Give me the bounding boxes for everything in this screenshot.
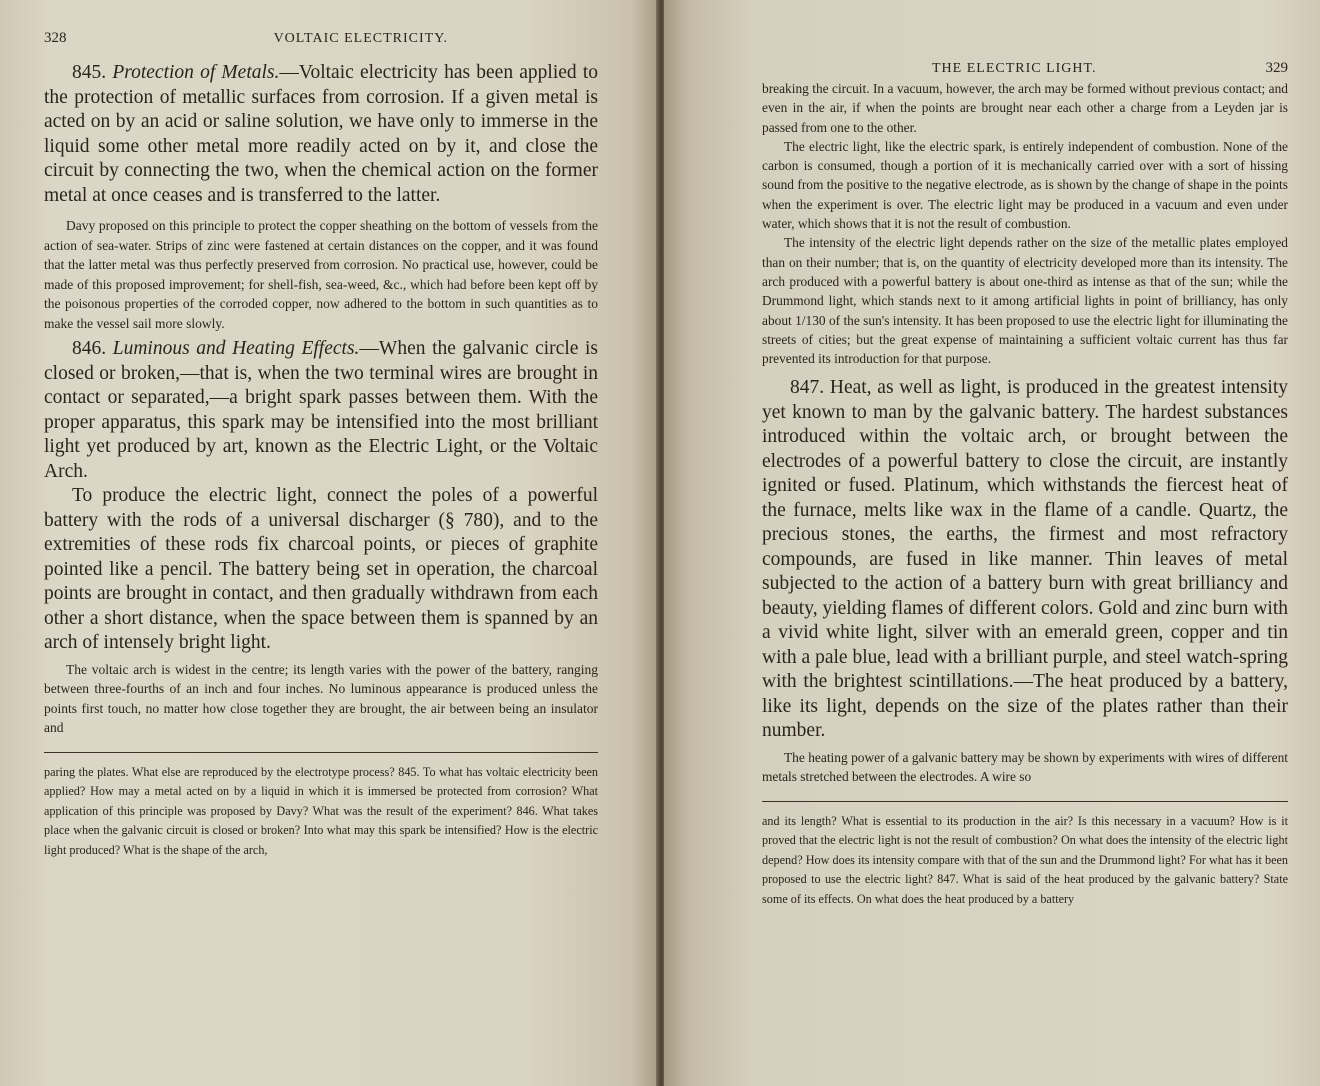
note-voltaic-arch: The voltaic arch is widest in the centre; its length varies with the power of the battery, ranging between three-fourths of an inch and four inches. No luminous appearance is produced unless the points first touch, no matter how close together they are brought, the air between being an insulator and	[44, 661, 598, 735]
right-review-questions: and its length? What is essential to its production in the air? Is this necessary in a vacuum? How is it proved that the electric light is not the result of combustion? On what does the intensity of the electric light depend? How does its intensity compare with that of the sun and the Drummond light? For what has it been proposed to use the electric light? 847. What is said of the heat produced by the galvanic battery? State some of its effects. On what does the heat produced by a battery	[762, 813, 1288, 906]
paragraph-847	[762, 376, 1288, 744]
left-review-questions: paring the plates. What else are reproduced by the electrotype process? 845. To what has voltaic electricity been applied? How may a metal acted on by a liquid in which it is immersed be protected from corrosion? What application of this principle was proposed by Davy? What was the result of the experiment? 846. What takes place when the galvanic circuit is closed or broken? Into what may this spark be intensified? How is the electric light produced? What is the shape of the arch,	[44, 764, 598, 857]
paragraph-845	[44, 61, 598, 208]
left-running-head	[44, 30, 598, 47]
note-breaking-circuit: breaking the circuit. In a vacuum, however, the arch may be formed without previous contact; and even in the air, if when the points are brought near each other a charge from a Leyden jar is passed from one to the other.	[762, 81, 1288, 135]
section-heading-845: Protection of Metals.	[112, 62, 280, 83]
section-heading-846: Luminous and Heating Effects.	[112, 338, 360, 359]
paragraph-846-text: —When the galvanic circle is closed or broken,—that is, when the two terminal wires are brought in contact or separated,—a bright spark passes between them. With the proper apparatus, this spark may be intensified into the most brilliant light yet produced by art, known as the Electric Light, or the Voltaic Arch.	[44, 338, 598, 482]
left-page	[0, 0, 658, 1086]
right-running-title: THE ELECTRIC LIGHT.	[932, 61, 1097, 76]
left-page-number: 328	[44, 30, 67, 46]
right-page	[664, 0, 1320, 1086]
right-footnote-rule	[762, 801, 1288, 802]
note-intensity: The intensity of the electric light depends rather on the size of the metallic plates employed than on their number; that is, on the quantity of electricity developed more than its intensity. The arch produced with a powerful battery is about one-third as intense as that of the sun; while the Drummond light, which stands next to it among artificial lights in point of brilliancy, has only about 1/130 of the sun's intensity. It has been proposed to use the electric light for illuminating the streets of cities; but the great expense of maintaining a sufficient voltaic current has thus far prevented its introduction for that purpose.	[762, 235, 1288, 367]
paragraph-847-text: Heat, as well as light, is produced in the greatest intensity yet known to man by the galvanic battery. The hardest substances introduced within the voltaic arch, or brought between the electrodes of a powerful battery to close the circuit, are instantly ignited or fused. Platinum, which withstands the fiercest heat of the furnace, melts like wax in the flame of a candle. Quartz, the precious stones, the earths, the firmest and most refractory compounds, are fused in like manner. Thin leaves of metal subjected to the action of a battery burn with great brilliancy and beauty, yielding flames of different colors. Gold and zinc burn with a vivid white light, silver with an emerald green, copper and tin with a pale blue, lead with a brilliant purple, and steel watch-spring with the brightest scintillations.—The heat produced by a battery, like its light, depends on the size of the plates rather than their number.	[762, 377, 1288, 742]
paragraph-846	[44, 337, 598, 484]
left-footnote-rule	[44, 752, 598, 753]
section-number-845: 845.	[72, 62, 107, 83]
paragraph-845-text: —Voltaic electricity has been applied to the protection of metallic surfaces from corrosion. If a given metal is acted on by an acid or saline solution, we have only to immerse in the liquid some other metal more readily acted on by it, and close the circuit by connecting the two, when the chemical action on the former metal at once ceases and is transferred to the latter.	[44, 62, 598, 206]
right-running-head	[762, 60, 1288, 77]
section-number-846: 846.	[72, 338, 107, 359]
paragraph-produce-light: To produce the electric light, connect the poles of a powerful battery with the rods of a universal discharger (§ 780), and to the extremities of these rods fix charcoal points, or pieces of graphite pointed like a pencil. The battery being set in operation, the charcoal points are brought in contact, and then gradually withdrawn from each other a short distance, when the space between them is spanned by an arch of intensely bright light.	[44, 485, 598, 653]
note-davy: Davy proposed on this principle to protect the copper sheathing on the bottom of vessels from the action of sea-water. Strips of zinc were fastened at certain distances on the copper, and it was found that the latter metal was thus perfectly preserved from corrosion. No practical use, however, could be made of this proposed improvement; for shell-fish, sea-weed, &c., which had before been kept off by the poisonous properties of the corroded copper, now adhered to the bottom in such quantities as to make the vessel sail more slowly.	[44, 218, 598, 331]
right-page-number: 329	[1265, 60, 1288, 76]
left-running-title: VOLTAIC ELECTRICITY.	[273, 31, 448, 46]
section-number-847: 847.	[790, 377, 825, 399]
note-combustion: The electric light, like the electric spark, is entirely independent of combustion. None of the carbon is consumed, though a portion of it is mechanically carried over with a sort of hissing sound from the positive to the negative electrode, as is shown by the change of shape in the points when the experiment is over. The electric light may be produced in a vacuum and even under water, which shows that it is not the result of combustion.	[762, 138, 1288, 232]
note-heating-power: The heating power of a galvanic battery may be shown by experiments with wires of different metals stretched between the electrodes. A wire so	[762, 749, 1288, 785]
